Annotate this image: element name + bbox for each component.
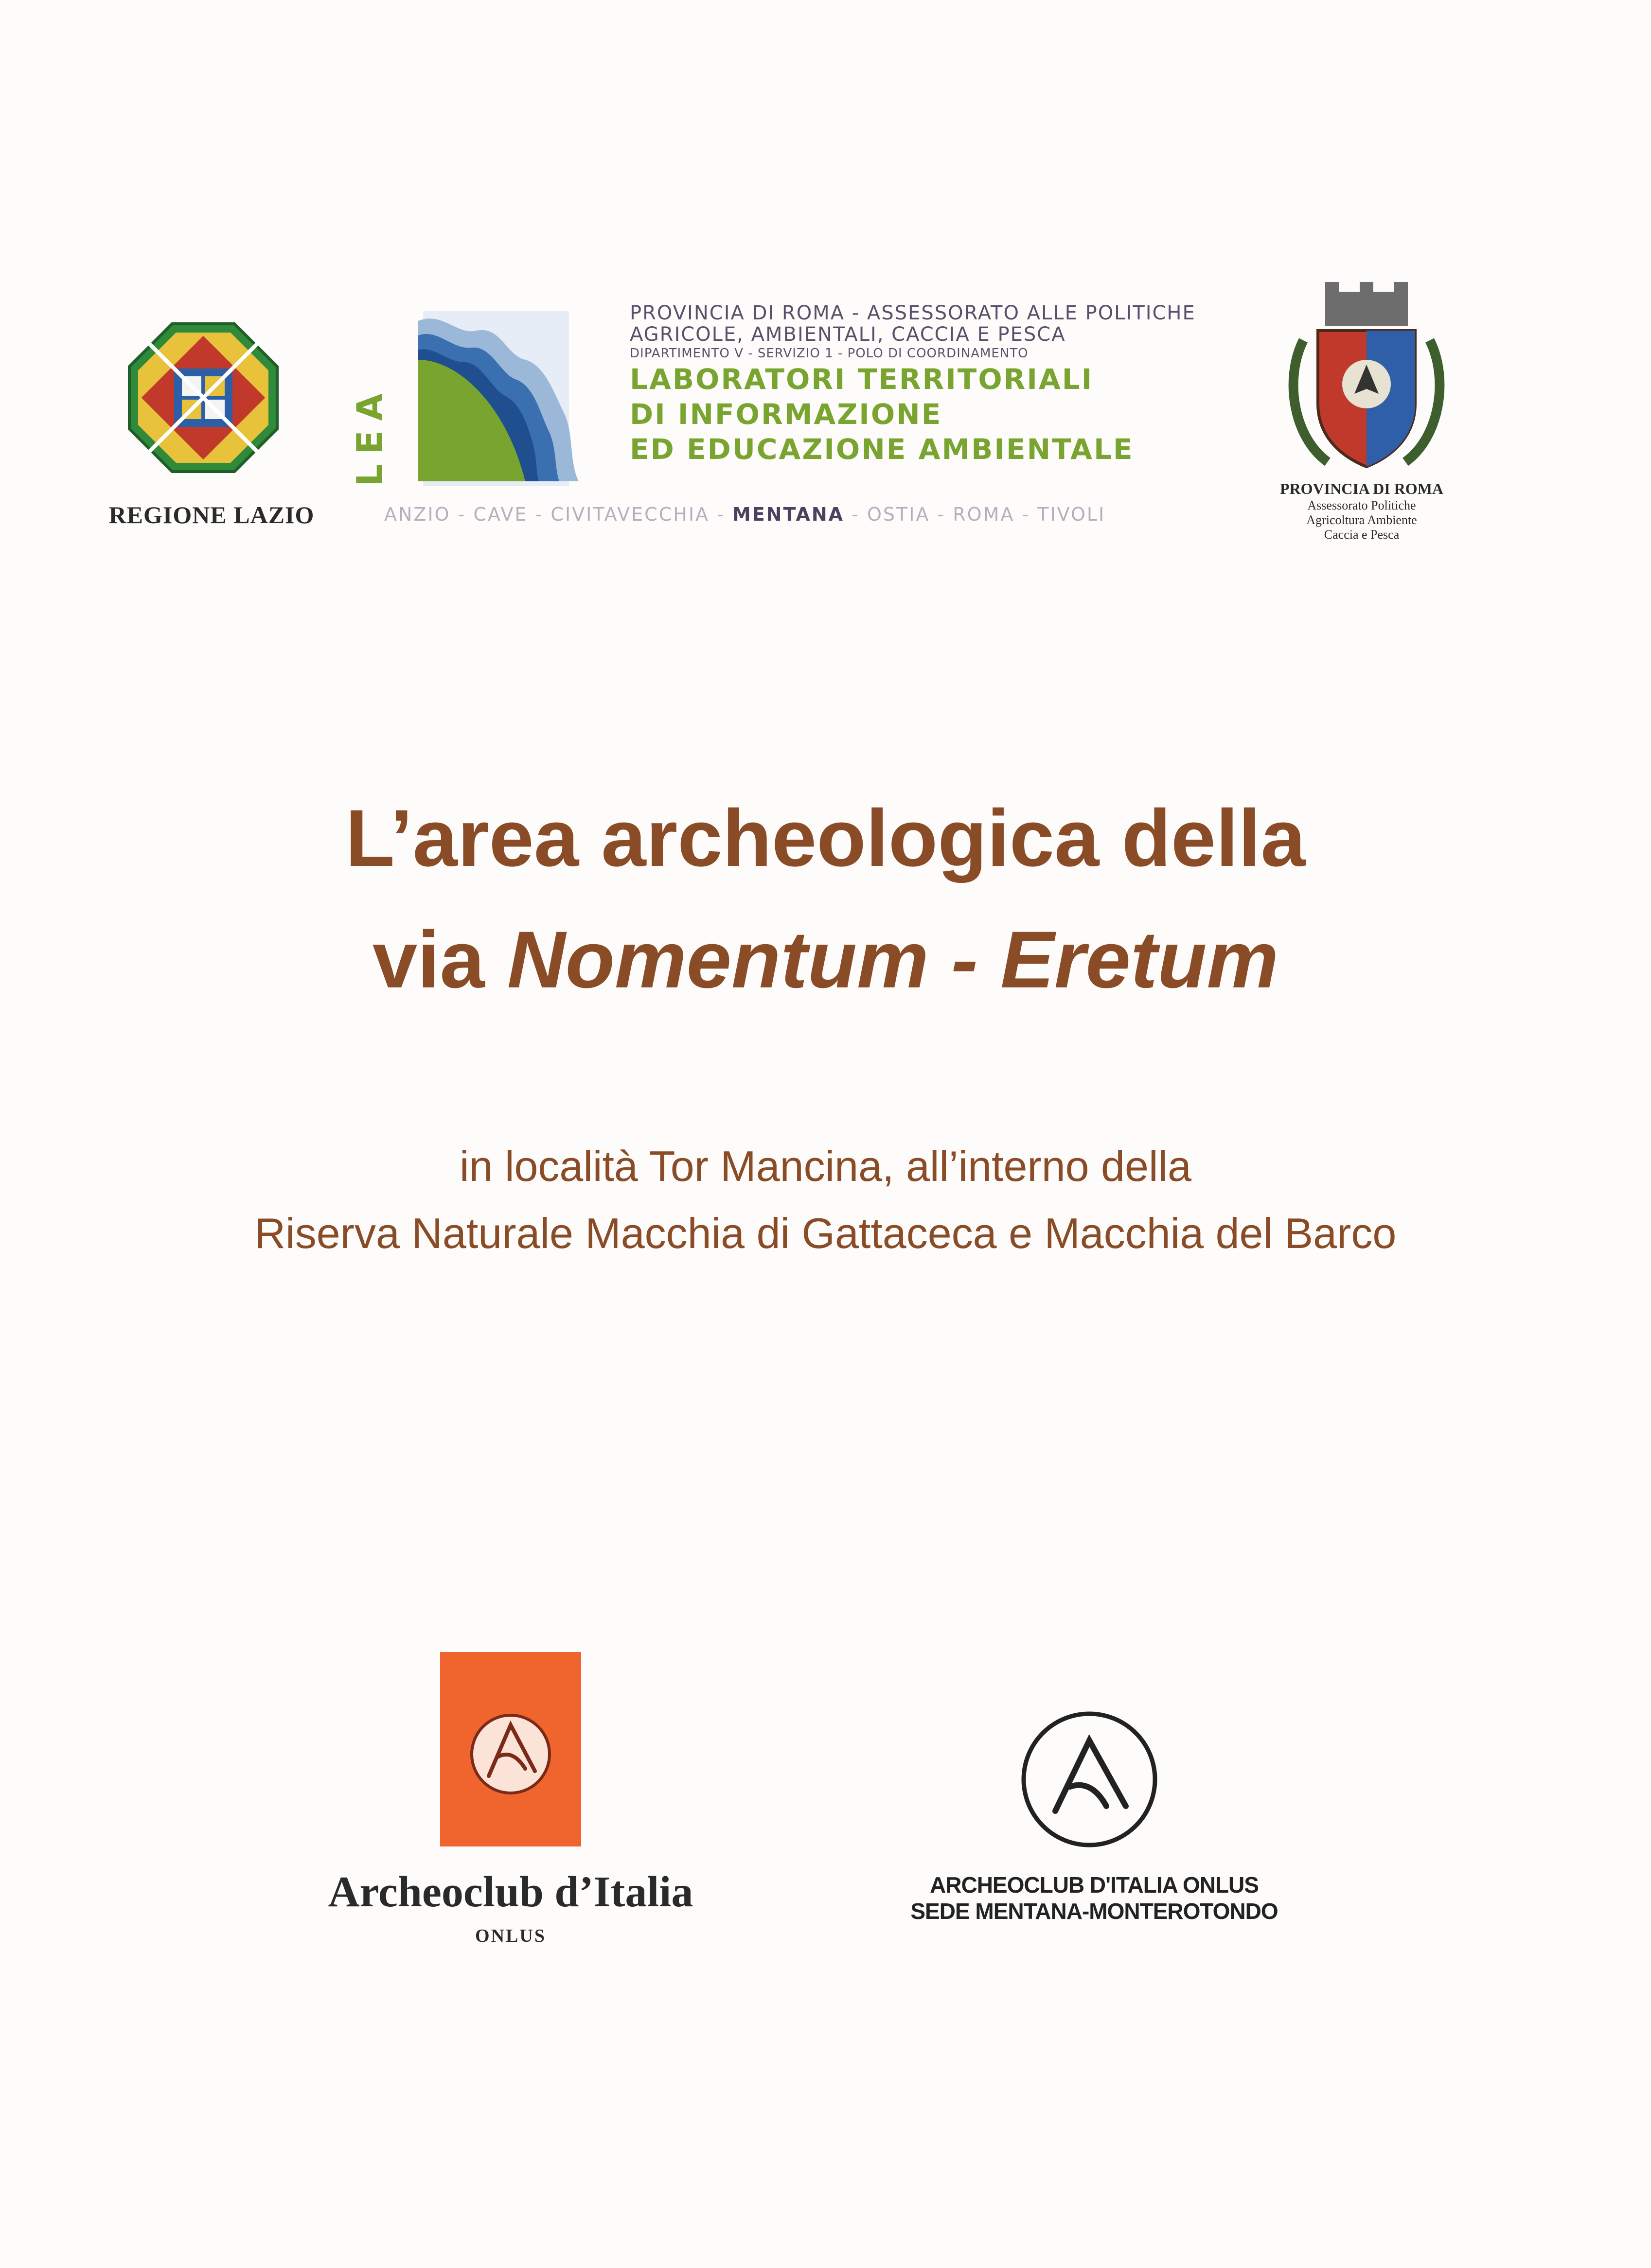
archeoclub-mentana-text <box>827 1872 1362 1924</box>
lea-text-block <box>630 302 1213 467</box>
lea-cities-before: ANZIO - CAVE - CIVITAVECCHIA - <box>384 504 732 525</box>
archeoclub-mentana-line-1: ARCHEOCLUB D'ITALIA ONLUS <box>930 1872 1259 1898</box>
archeoclub-mentana-logo-icon <box>1016 1706 1162 1852</box>
provincia-roma-line-1: Assessorato Politiche <box>1307 498 1416 512</box>
title-line-2-italic: Nomentum - Eretum <box>507 915 1279 1005</box>
page-title <box>0 778 1651 1021</box>
lea-letters: LEA <box>349 384 390 487</box>
lea-title-1: LABORATORI TERRITORIALI <box>630 363 1094 396</box>
provincia-roma-line-2: Agricoltura Ambiente <box>1306 513 1417 527</box>
lea-cities-highlight: MENTANA <box>732 504 845 525</box>
lea-title-2: DI INFORMAZIONE <box>630 398 942 431</box>
archeoclub-logo-icon <box>440 1652 581 1846</box>
provincia-roma-crest-icon <box>1274 272 1459 486</box>
page-subtitle <box>0 1133 1651 1267</box>
title-line-2 <box>0 899 1651 1021</box>
lea-cities <box>384 504 1211 525</box>
archeoclub-mentana-line-2: SEDE MENTANA-MONTEROTONDO <box>910 1899 1278 1924</box>
lea-title-3: ED EDUCAZIONE AMBIENTALE <box>630 433 1134 466</box>
archeoclub-onlus: ONLUS <box>475 1926 546 1946</box>
lea-cities-after: - OSTIA - ROMA - TIVOLI <box>844 504 1106 525</box>
title-line-1: L’area archeologica della <box>345 793 1306 883</box>
provincia-roma-text <box>1245 479 1478 542</box>
regione-lazio-logo-icon <box>127 322 279 474</box>
subtitle-line-2: Riserva Naturale Macchia di Gattaceca e Macchia del Barco <box>254 1209 1397 1257</box>
archeoclub-name: Archeoclub d’Italia <box>328 1868 693 1916</box>
regione-lazio-label: REGIONE LAZIO <box>108 501 315 528</box>
provincia-roma-line-3: Caccia e Pesca <box>1324 527 1400 542</box>
subtitle-line-1: in località Tor Mancina, all’interno della <box>460 1142 1191 1190</box>
lea-line-1: PROVINCIA DI ROMA - ASSESSORATO ALLE POLITICHE <box>630 302 1196 324</box>
lea-line-3: DIPARTIMENTO V - SERVIZIO 1 - POLO DI COORDINAMENTO <box>630 346 1029 361</box>
provincia-roma-title: PROVINCIA DI ROMA <box>1280 480 1443 497</box>
title-line-2-prefix: via <box>372 915 507 1005</box>
lea-line-2: AGRICOLE, AMBIENTALI, CACCIA E PESCA <box>630 323 1066 346</box>
